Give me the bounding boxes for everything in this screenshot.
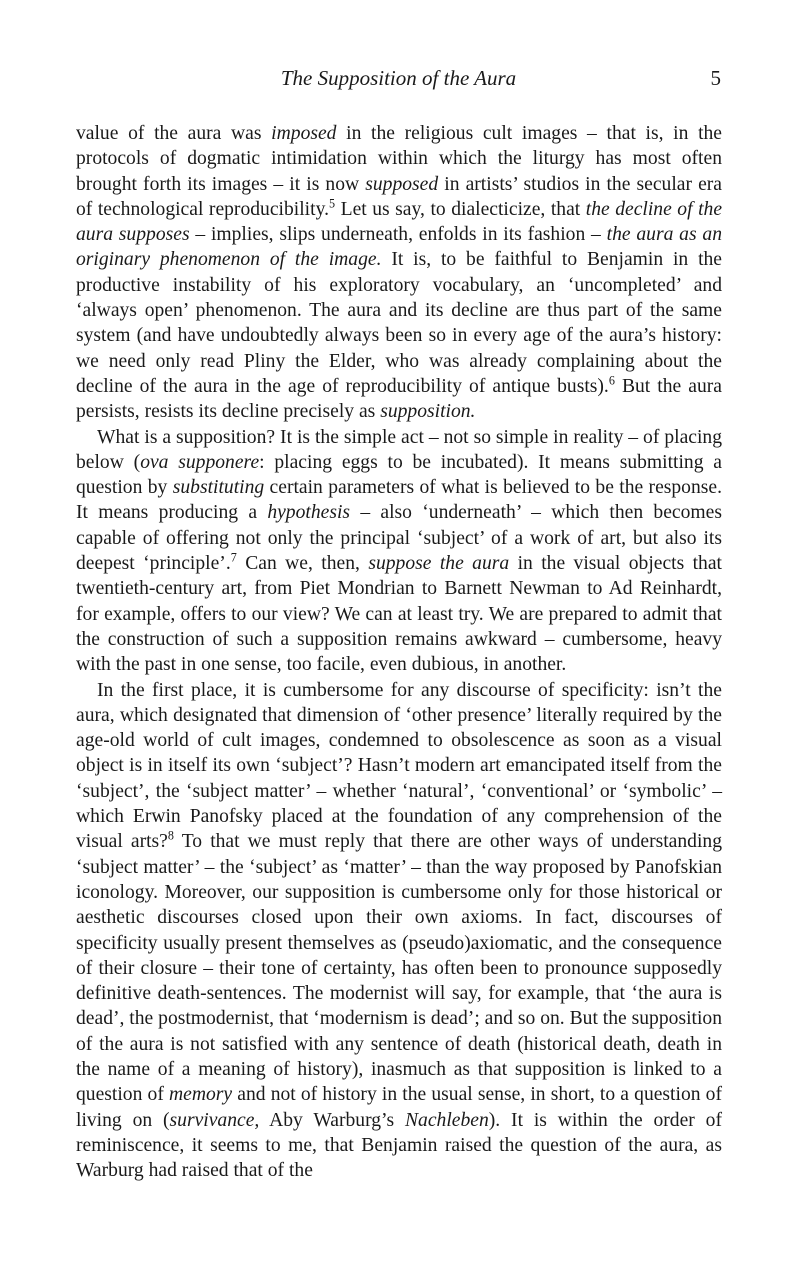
footnote-ref: 6 (608, 373, 615, 388)
paragraph (76, 425, 722, 678)
italic-run: ova supponere (140, 451, 260, 473)
text-run: ). It is within the order of reminiscence, it seems to me, that Benjamin raised the question of the aura, as Warburg had raised that of the (76, 1109, 723, 1182)
italic-run: suppose the aura (368, 553, 510, 575)
text-run: – also ‘underneath’ – which then becomes capable of offering not only the principal ‘subject’ of a work of art, but also its deepest ‘principle’. (76, 502, 722, 575)
text-run: Aby Warburg’s (259, 1109, 405, 1131)
footnote-ref: 8 (167, 828, 174, 843)
text-run: in the visual objects that twentieth-century art, from Piet Mondrian to Barnett Newman to Ad Reinhardt, for example, offers to our view? We can at least try. We are prepared to admit that the construction of such a supposition remains awkward – cumbersome, heavy with the past in one sense, too facile, even dubious, in another. (76, 553, 722, 676)
italic-run: substituting (172, 477, 265, 499)
text-run: It is, to be faithful to Benjamin in the productive instability of his exploratory vocabulary, an ‘uncompleted’ and ‘always open’ phenomenon. The aura and its decline are thus part of the same system (and have undoubtedly always been so in every age of the aura’s history: we need only read Pliny the Elder, who was already complaining about the decline of the aura in the age of reproducibility of antique busts). (76, 249, 723, 397)
paragraph (76, 121, 722, 425)
text-run: What is a supposition? It is the simple act – not so simple in reality – of placing below ( (76, 426, 722, 473)
text-run: But the aura persists, resists its decline precisely as (76, 375, 722, 423)
footnote-ref: 7 (230, 550, 237, 565)
italic-run: the aura as an originary phenomenon of the image. (76, 224, 722, 271)
text-run: Let us say, to dialecticize, that (335, 198, 586, 220)
text-run: certain parameters of what is believed to be the response. It means producing a (76, 477, 722, 524)
running-head: The Supposition of the Aura (280, 66, 517, 90)
page-number: 5 (710, 66, 721, 90)
page-header (76, 66, 721, 98)
text-run: In the first place, it is cumbersome for any discourse of specificity: isn’t the aura, which designated that dimension of ‘other presence’ literally required by the age-old world of cult images, condemned to obsolescence as soon as a visual object is in itself its own ‘subject’? Hasn’t modern art emancipated itself from the ‘subject’, the ‘subject matter’ – whether ‘natural’, ‘conventional’ or ‘symbolic’ – which Erwin Panofsky placed at the foundation of any comprehension of the visual arts? (76, 679, 722, 853)
paragraph (76, 678, 722, 1184)
italic-run: supposed (365, 173, 439, 195)
footnote-ref: 5 (329, 196, 336, 211)
italic-run: Nachleben (404, 1109, 489, 1131)
italic-run: the decline of the aura supposes (76, 198, 723, 246)
text-run: Can we, then, (236, 553, 369, 575)
text-run: value of the aura was (76, 123, 272, 144)
italic-run: imposed (271, 123, 337, 144)
body-text (76, 121, 722, 1183)
text-run: and not of history in the usual sense, in short, to a question of living on ( (76, 1084, 723, 1131)
text-run: – implies, slips underneath, enfolds in its fashion – (189, 224, 607, 246)
italic-run: survivance, (169, 1109, 260, 1131)
text-run: in artists’ studios in the secular era of technological reproducibility. (76, 173, 722, 220)
text-run: in the religious cult images – that is, in the protocols of dogmatic intimidation within which the liturgy has most often brought forth its images – it is now (76, 123, 723, 195)
text-run: : placing eggs to be incubated). It means submitting a question by (76, 451, 722, 499)
text-run: To that we must reply that there are other ways of understanding ‘subject matter’ – the ‘subject’ as ‘matter’ – than the way proposed by Panofskian iconology. Moreover, our supposition is cumbersome only for those historical or aesthetic discourses closed upon their own axioms. In fact, discourses of specificity usually present themselves as (pseudo)axiomatic, and the consequence of their closure – their tone of certainty, has often been to pronounce supposedly definitive death-sentences. The modernist will say, for example, that ‘the aura is dead’, the postmodernist, that ‘modernism is dead’; and so on. But the supposition of the aura is not satisfied with any sentence of death (historical death, death in the name of a meaning of history), inasmuch as that supposition is linked to a question of (76, 831, 722, 1106)
italic-run: memory (169, 1084, 233, 1106)
italic-run: hypothesis (267, 502, 351, 524)
italic-run: supposition. (380, 401, 476, 423)
